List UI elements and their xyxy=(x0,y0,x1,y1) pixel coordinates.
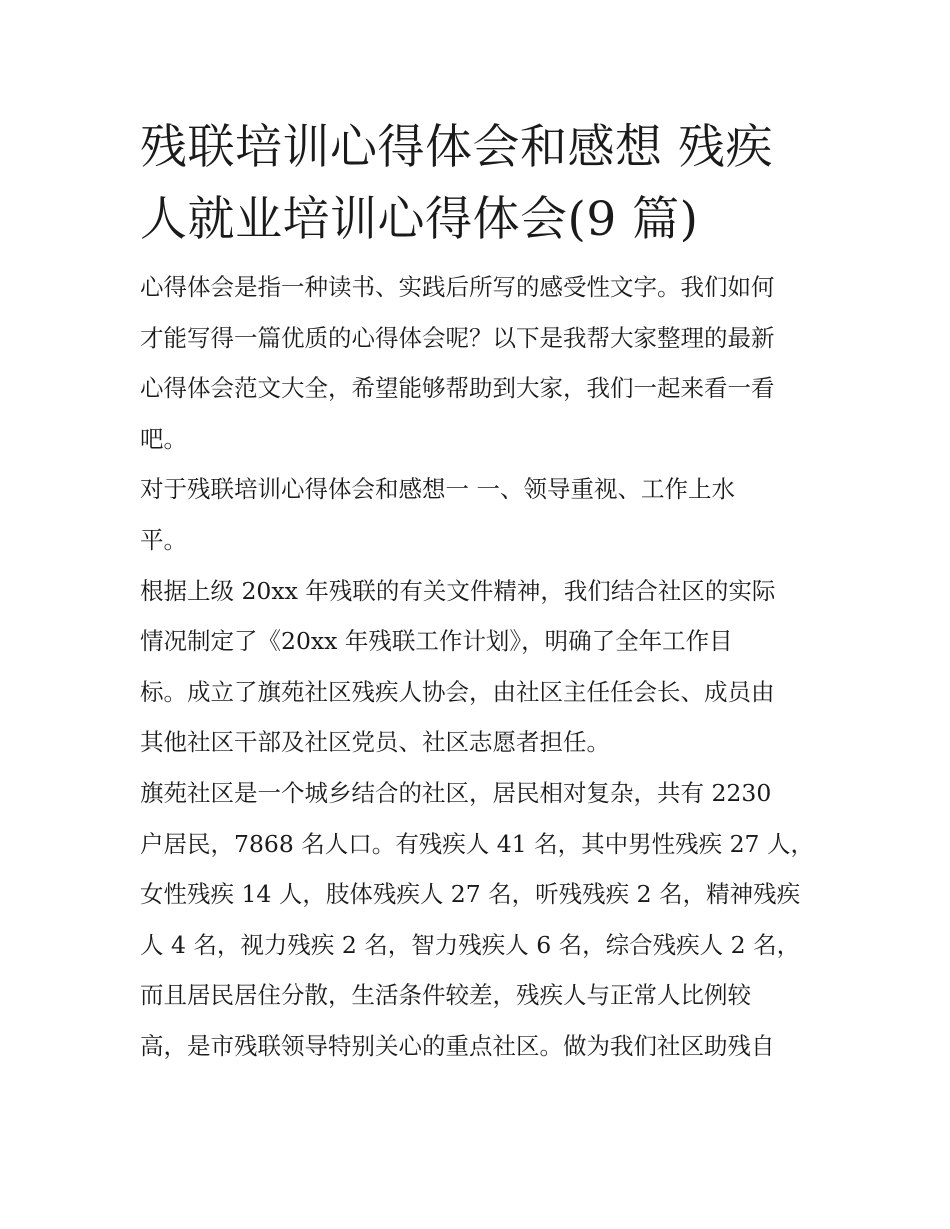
text-line: 平。 xyxy=(140,525,187,554)
text-line: 才能写得一篇优质的心得体会呢？以下是我帮大家整理的最新 xyxy=(140,323,775,352)
text-line: 心得体会范文大全，希望能够帮助到大家，我们一起来看一看 xyxy=(140,374,775,403)
text-line: 而且居民居住分散，生活条件较差，残疾人与正常人比例较 xyxy=(140,981,751,1010)
text-line: 高，是市残联领导特别关心的重点社区。做为我们社区助残自 xyxy=(140,1031,775,1060)
text-line: 情况制定了《20xx 年残联工作计划》，明确了全年工作目 xyxy=(140,627,733,656)
text-line: 户居民，7868 名人口。有残疾人 41 名，其中男性残疾 27 人， xyxy=(140,829,814,858)
text-line: 根据上级 20xx 年残联的有关文件精神，我们结合社区的实际 xyxy=(140,576,776,605)
text-line: 对于残联培训心得体会和感想一 一、领导重视、工作上水 xyxy=(140,475,735,504)
title-line-1: 残联培训心得体会和感想 残疾 xyxy=(140,120,773,175)
document-body xyxy=(140,112,815,1072)
document-title xyxy=(140,112,815,256)
text-line: 心得体会是指一种读书、实践后所写的感受性文字。我们如何 xyxy=(140,273,775,301)
paragraph-intro xyxy=(140,262,815,464)
paragraph-community xyxy=(140,768,815,1072)
text-line: 女性残疾 14 人，肢体残疾人 27 名，听残残疾 2 名，精神残疾 xyxy=(140,880,801,909)
paragraph-section-heading xyxy=(140,464,815,565)
text-line: 吧。 xyxy=(140,424,187,453)
text-line: 标。成立了旗苑社区残疾人协会，由社区主任任会长、成员由 xyxy=(140,677,775,706)
text-line: 其他社区干部及社区党员、社区志愿者担任。 xyxy=(140,728,610,757)
title-line-2: 人就业培训心得体会(9 篇) xyxy=(140,192,699,247)
text-line: 旗苑社区是一个城乡结合的社区，居民相对复杂，共有 2230 xyxy=(140,778,772,807)
paragraph-plan xyxy=(140,566,815,768)
text-line: 人 4 名，视力残疾 2 名，智力残疾人 6 名，综合残疾人 2 名， xyxy=(140,930,801,959)
